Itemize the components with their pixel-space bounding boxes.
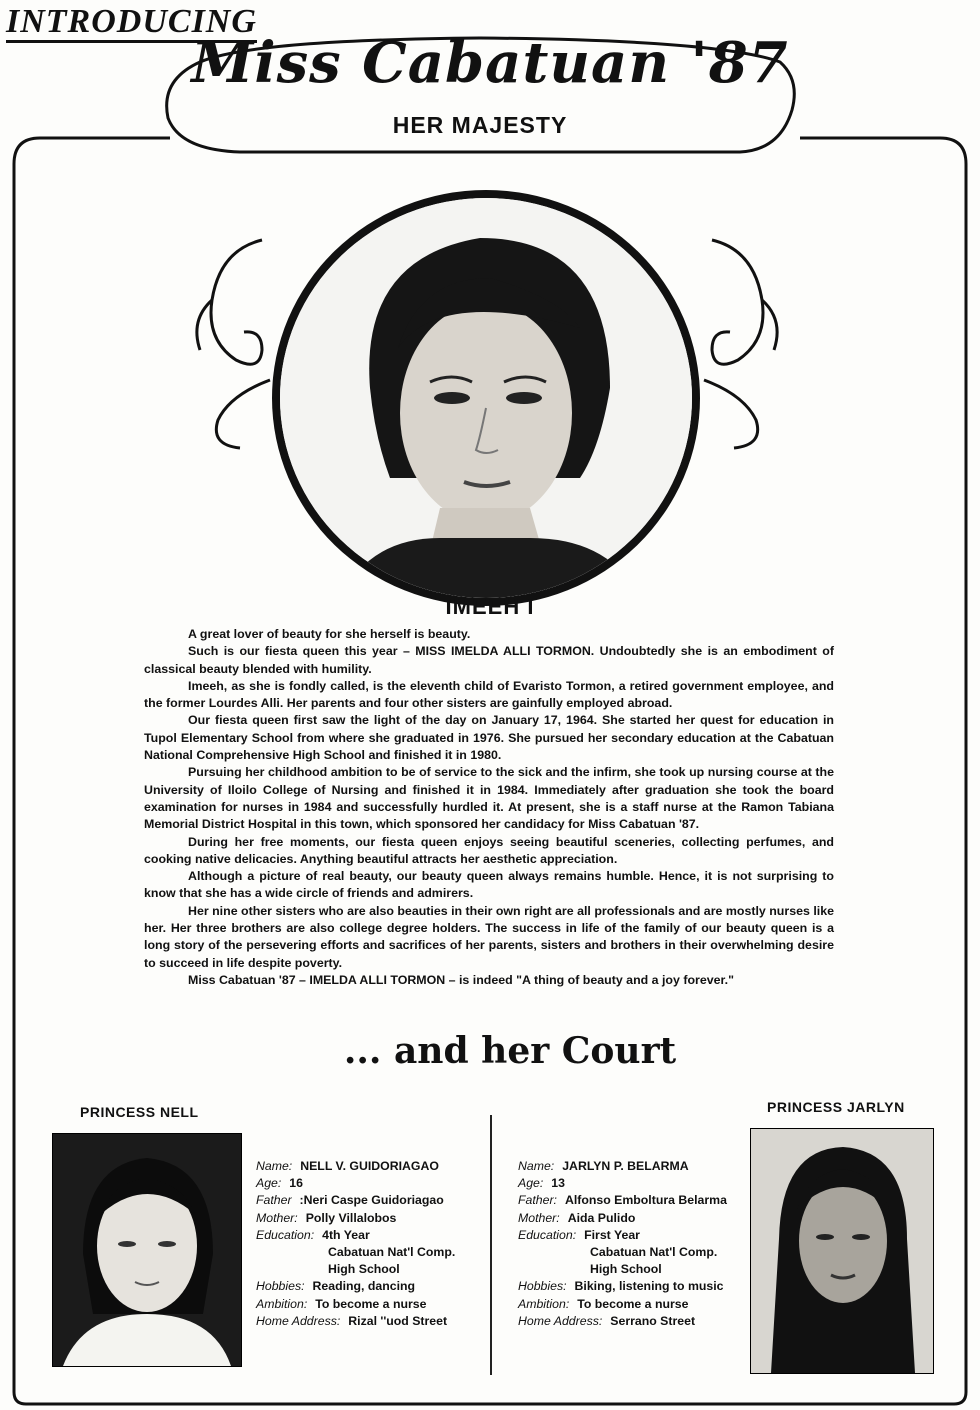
field-key: Education: (518, 1227, 577, 1242)
field-key: Hobbies: (256, 1279, 305, 1294)
article-paragraph: A great lover of beauty for she herself is beauty. (188, 627, 471, 641)
queen-portrait (280, 198, 692, 598)
article-paragraph: Pursuing her childhood ambition to be of service to the sick and the infirm, she took up nursing course at the University of Iloilo College of Nursing and finished it in 1984. Immediately after graduation she took the board examination for nurses in 1984 and successfully hurdled it. At present, she is a staff nurse at the Ramon Tabiana Memorial District Hospital in this town, which sponsored her candidacy for Miss Cabatuan '87. (144, 765, 834, 832)
field-value: To become a nurse (315, 1296, 427, 1311)
field-key: Home Address: (256, 1313, 341, 1328)
court-heading: ... and her Court (343, 1030, 677, 1072)
field-value: :Neri Caspe Guidoriagao (299, 1193, 444, 1208)
field-value: High School (328, 1262, 400, 1277)
field-value: JARLYN P. BELARMA (562, 1159, 689, 1173)
field-value: 4th Year (322, 1227, 370, 1242)
left-scroll-ornament (197, 240, 270, 448)
queen-name: IMEEH I (445, 594, 535, 619)
queen-portrait-frame (272, 190, 700, 606)
page-subtitle: HER MAJESTY (392, 112, 568, 138)
intro-heading: INTRODUCING (6, 4, 257, 43)
princess-jarlyn-photo (750, 1128, 934, 1374)
princess-nell-info (256, 1158, 486, 1330)
field-key: Age: (518, 1176, 544, 1191)
article-paragraph: Miss Cabatuan '87 – IMELDA ALLI TORMON – is indeed "A thing of beauty and a joy forever." (188, 972, 734, 987)
field-key: Mother: (518, 1210, 560, 1225)
court-divider (490, 1115, 492, 1375)
field-value: Serrano Street (610, 1313, 696, 1328)
princess-nell-photo (52, 1133, 242, 1367)
field-key: Ambition: (256, 1296, 308, 1311)
field-key: Father (256, 1193, 292, 1208)
article-paragraph: During her free moments, our fiesta queen enjoys seeing beautiful sceneries, collecting perfumes, and cooking native delicacies. Anything beautiful attracts her aesthetic appreciation. (144, 834, 834, 866)
page-title: Miss Cabatuan '87 (191, 30, 789, 96)
field-value: 16 (289, 1176, 303, 1191)
field-key: Name: (518, 1159, 555, 1173)
article-paragraph: Her nine other sisters who are also beauties in their own right are all professionals and are mostly nurses like her. Her three brothers are also college degree holders. The success in life of the family of our beauty queen is a long story of the persevering efforts and sacrifices of her parents, sisters and brothers in their overwhelming desire to succeed in life despite poverty. (144, 903, 834, 970)
queen-article (144, 626, 834, 989)
field-key: Ambition: (518, 1296, 570, 1311)
field-value: Cabatuan Nat'l Comp. (590, 1245, 718, 1260)
field-value: Aida Pulido (567, 1210, 636, 1225)
princess-jarlyn-label: PRINCESS JARLYN (767, 1099, 905, 1115)
field-value: Reading, dancing (312, 1279, 416, 1294)
field-value: Rizal ''uod Street (348, 1313, 448, 1328)
field-value: First Year (584, 1227, 640, 1242)
princess-jarlyn-info (518, 1158, 748, 1330)
field-key: Home Address: (518, 1313, 603, 1328)
field-value: High School (590, 1262, 662, 1277)
right-scroll-ornament (704, 240, 777, 448)
field-key: Hobbies: (518, 1279, 567, 1294)
field-key: Age: (256, 1176, 282, 1191)
field-key: Father: (518, 1193, 557, 1208)
princess-nell-label: PRINCESS NELL (80, 1104, 199, 1120)
field-value: 13 (551, 1176, 565, 1191)
field-key: Mother: (256, 1210, 298, 1225)
field-value: Alfonso Emboltura Belarma (564, 1193, 727, 1208)
field-value: To become a nurse (577, 1296, 689, 1311)
article-paragraph: Such is our fiesta queen this year – MISS IMELDA ALLI TORMON. Undoubtedly she is an embodiment of classical beauty blended with humility. (144, 644, 834, 676)
article-paragraph: Our fiesta queen first saw the light of the day on January 17, 1964. She started her quest for education in Tupol Elementary School from where she graduated in 1976. She pursued her secondary education at the Cabatuan National Comprehensive High School and finished it in 1980. (144, 713, 834, 763)
field-value: Cabatuan Nat'l Comp. (328, 1245, 456, 1260)
article-paragraph: Imeeh, as she is fondly called, is the eleventh child of Evaristo Tormon, a retired government employee, and the former Lourdes Alli. Her parents and four other sisters are gainfully employed abroad. (144, 678, 834, 711)
field-key: Education: (256, 1227, 315, 1242)
field-key: Name: (256, 1159, 293, 1173)
article-paragraph: Although a picture of real beauty, our beauty queen always remains humble. Hence, it is not surprising to know that she has a wide circle of friends and admirers. (144, 869, 834, 901)
field-value: Biking, listening to music (574, 1279, 724, 1294)
field-value: Polly Villalobos (305, 1210, 397, 1225)
field-value: NELL V. GUIDORIAGAO (300, 1159, 439, 1173)
